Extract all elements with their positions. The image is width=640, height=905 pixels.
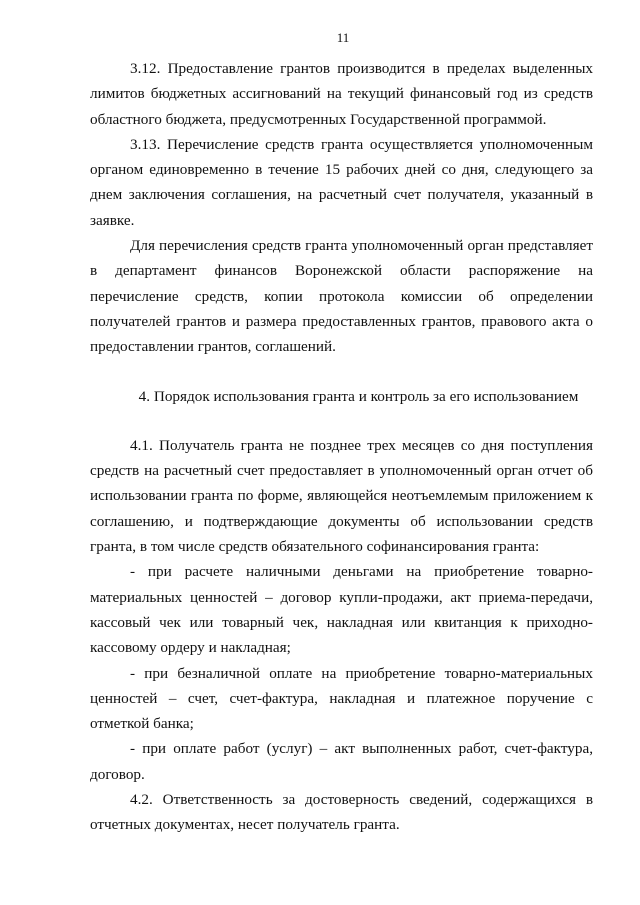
paragraph-transfer-documents: Для перечисления средств гранта уполномоченный орган представляет в департамент финансов Воронежской области распоряжение на перечисление средств, копии протокола комиссии об определении получателей грантов и размера предоставленных грантов, правового акта о предоставлении грантов, соглашений.: [90, 237, 593, 356]
document-body: [90, 56, 593, 838]
paragraph-3-13: 3.13. Перечисление средств гранта осуществляется уполномоченным органом единовременно в течение 15 рабочих дней со дня, следующего за днем заключения соглашения, на расчетный счет получателя, указанный в заявке.: [90, 135, 593, 229]
paragraph-3-12: 3.12. Предоставление грантов производится в пределах выделенных лимитов бюджетных ассигнований на текущий финансовый год из средств областного бюджета, предусмотренных Государственной программой.: [90, 60, 593, 128]
list-item-cashless: - при безналичной оплате на приобретение товарно-материальных ценностей – счет, счет-фактура, накладная и платежное поручение с отметкой банка;: [90, 664, 593, 733]
list-item-services: - при оплате работ (услуг) – акт выполненных работ, счет-фактура, договор.: [90, 740, 593, 783]
section-heading: 4. Порядок использования гранта и контроль за его использованием: [138, 387, 579, 405]
paragraph-4-1: 4.1. Получатель гранта не позднее трех месяцев со дня поступления средств на расчетный счет предоставляет в уполномоченный орган отчет об использовании гранта по форме, являющейся неотъемлемым приложением к соглашению, и подтверждающие документы об использовании средств гранта, в том числе средств обязательного софинансирования гранта:: [90, 436, 593, 556]
list-item-cash: - при расчете наличными деньгами на приобретение товарно-материальных ценностей – договор купли-продажи, акт приема-передачи, кассовый чек или товарный чек, накладная или квитанция к приходно-кассовому ордеру и накладная;: [90, 563, 593, 657]
paragraph-4-2: 4.2. Ответственность за достоверность сведений, содержащихся в отчетных документах, несет получатель гранта.: [90, 791, 593, 834]
page-number: 11: [336, 30, 350, 45]
